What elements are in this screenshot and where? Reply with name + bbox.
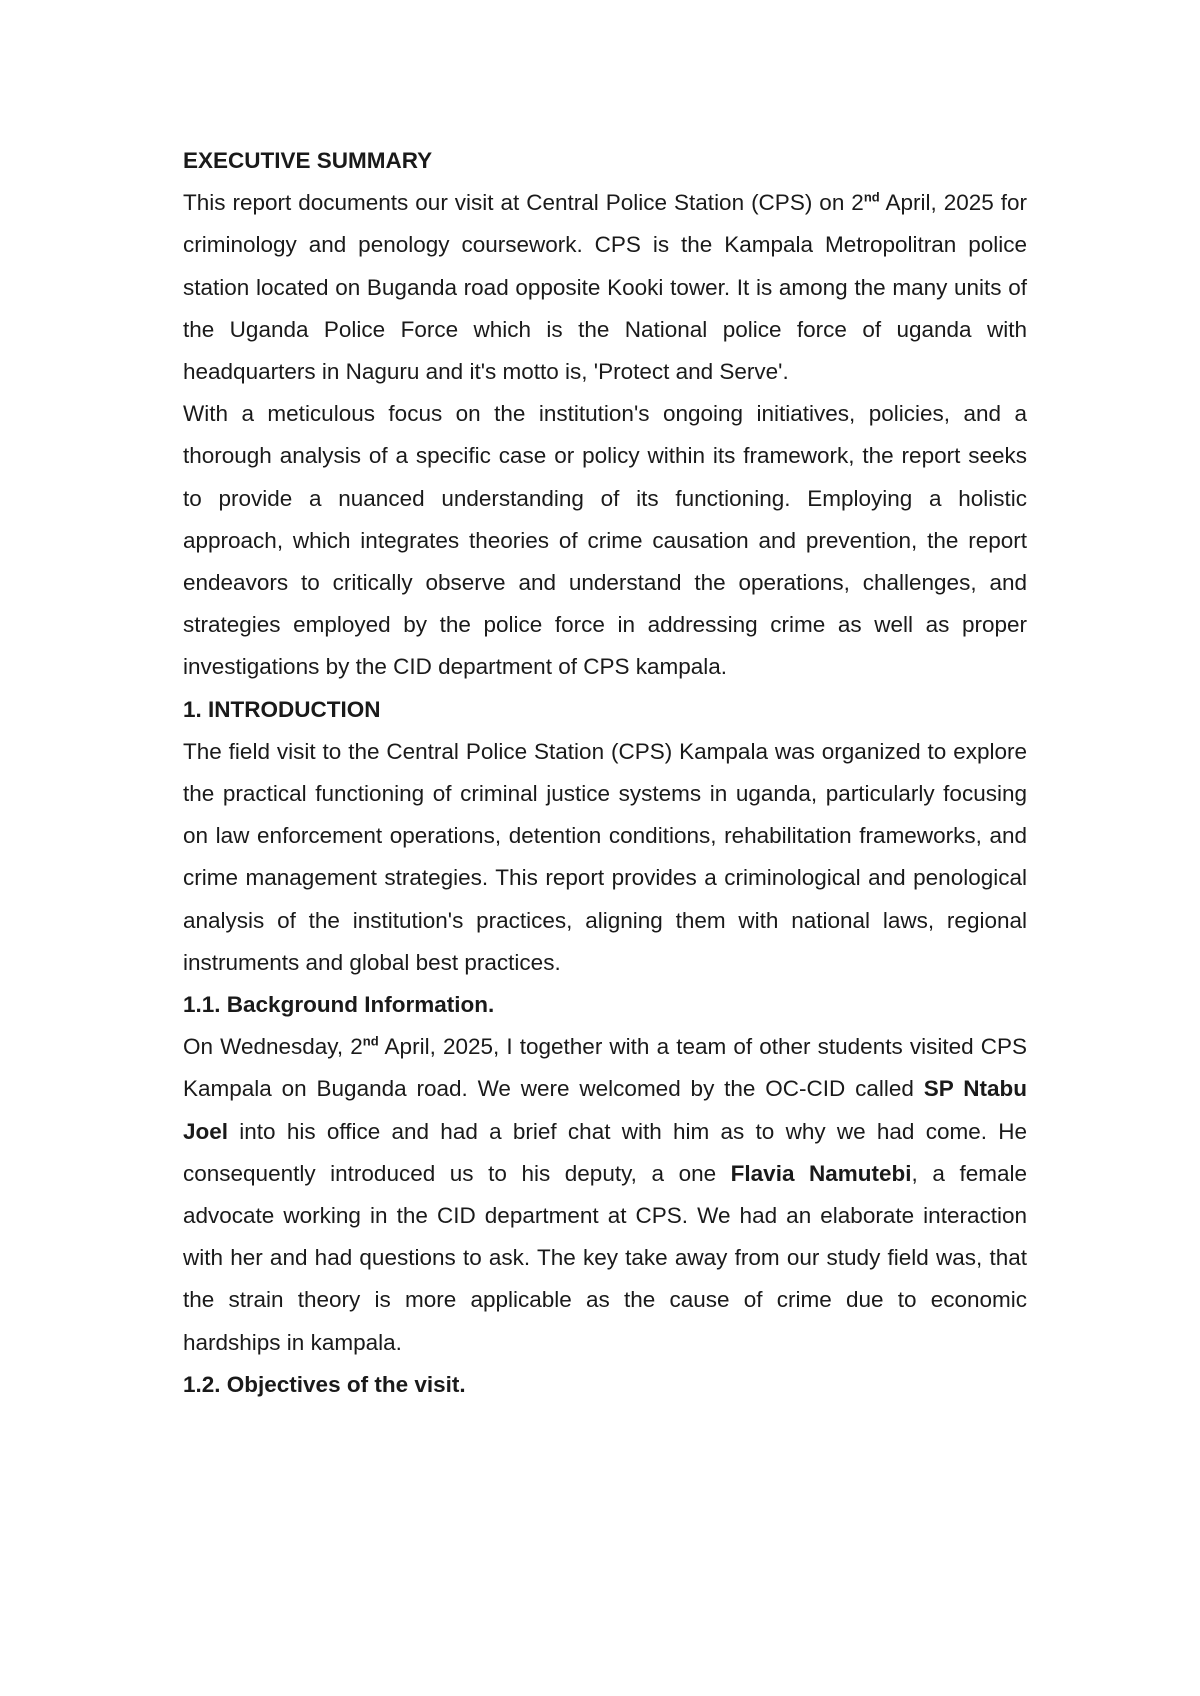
text-segment: On Wednesday, 2 bbox=[183, 1034, 363, 1060]
ordinal-suffix: nd bbox=[863, 189, 880, 205]
person-name-oc-cid: SP Ntabu Joel bbox=[183, 1076, 1027, 1144]
document-page bbox=[183, 140, 1027, 1406]
background-heading: 1.1. Background Information. bbox=[183, 992, 495, 1018]
executive-summary-paragraph-1 bbox=[183, 182, 1027, 393]
person-name-deputy: Flavia Namutebi bbox=[730, 1160, 912, 1186]
introduction-paragraph: The field visit to the Central Police Station (CPS) Kampala was organized to explore the practical functioning of criminal justice systems in uganda, particularly focusing on law enforcement operations, detention conditions, rehabilitation frameworks, and crime management strategies. This report provides a criminological and penological analysis of the institution's practices, aligning them with national laws, regional instruments and global best practices. bbox=[183, 738, 1027, 975]
text-segment: April, 2025 for criminology and penology coursework. CPS is the Kampala Metropolitran police station located on Buganda road opposite Kooki tower. It is among the many units of the Uganda Police Force which is the National police force of uganda with headquarters in Naguru and it's motto is, 'Protect and Serve'. bbox=[183, 190, 1027, 385]
ordinal-suffix: nd bbox=[362, 1033, 379, 1049]
executive-summary-paragraph-2: With a meticulous focus on the institution's ongoing initiatives, policies, and a thorough analysis of a specific case or policy within its framework, the report seeks to provide a nuanced understanding of its functioning. Employing a holistic approach, which integrates theories of crime causation and prevention, the report endeavors to critically observe and understand the operations, challenges, and strategies employed by the police force in addressing crime as well as proper investigations by the CID department of CPS kampala. bbox=[183, 401, 1027, 680]
objectives-heading: 1.2. Objectives of the visit. bbox=[183, 1371, 466, 1397]
text-segment: into his office and had a brief chat with him as to why we had come. He consequently introduced us to his deputy, a one bbox=[183, 1118, 1027, 1186]
text-segment: April, 2025, I together with a team of other students visited CPS Kampala on Buganda road. We were welcomed by the OC-CID called bbox=[183, 1034, 1027, 1102]
introduction-heading: 1. INTRODUCTION bbox=[183, 696, 381, 722]
text-segment: , a female advocate working in the CID department at CPS. We had an elaborate interaction with her and had questions to ask. The key take away from our study field was, that the strain theory is more applicable as the cause of crime due to economic hardships in kampala. bbox=[183, 1160, 1027, 1355]
text-segment: This report documents our visit at Central Police Station (CPS) on 2 bbox=[183, 190, 864, 216]
executive-summary-heading: EXECUTIVE SUMMARY bbox=[183, 148, 433, 173]
background-paragraph bbox=[183, 1026, 1027, 1364]
